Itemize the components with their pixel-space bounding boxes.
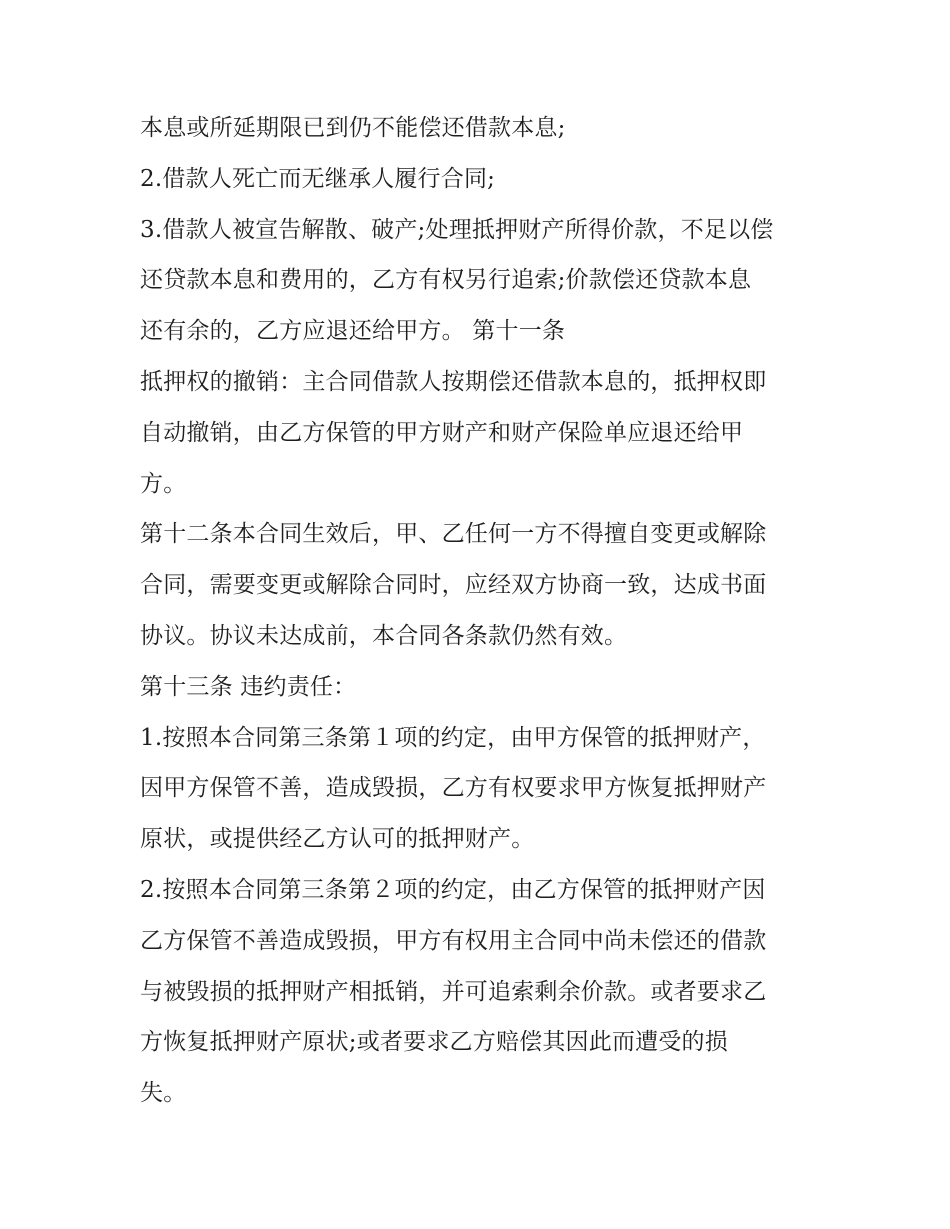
text-line: 合同，需要变更或解除合同时，应经双方协商一致，达成书面: [140, 572, 767, 599]
text-line: 自动撤销，由乙方保管的甲方财产和财产保险单应退还给甲: [140, 419, 744, 446]
text-line: 乙方保管不善造成毁损，甲方有权用主合同中尚未偿还的借款: [140, 927, 767, 954]
text-line: 2.借款人死亡而无继承人履行合同;: [140, 165, 496, 192]
text-line: 与被毁损的抵押财产相抵销，并可追索剩余价款。或者要求乙: [140, 978, 767, 1005]
text-line: 1.按照本合同第三条第１项的约定，由甲方保管的抵押财产，: [140, 724, 766, 751]
text-line: 失。: [140, 1080, 187, 1107]
text-line: 协议。协议未达成前，本合同各条款仍然有效。: [140, 622, 628, 649]
text-line: 还贷款本息和费用的，乙方有权另行追索;价款偿还贷款本息: [140, 267, 752, 294]
text-line: 3.借款人被宣告解散、破产;处理抵押财产所得价款，不足以偿: [140, 216, 774, 243]
text-line: 2.按照本合同第三条第２项的约定，由乙方保管的抵押财产因: [140, 876, 766, 903]
document-body: [140, 103, 840, 1119]
text-line: 第十二条本合同生效后，甲、乙任何一方不得擅自变更或解除: [140, 521, 767, 548]
text-line: 本息或所延期限已到仍不能偿还借款本息;: [140, 115, 566, 141]
text-line: 抵押权的撤销：主合同借款人按期偿还借款本息的，抵押权即: [140, 368, 767, 395]
text-line: 方。: [140, 470, 187, 497]
text-line: 因甲方保管不善，造成毁损，乙方有权要求甲方恢复抵押财产: [140, 775, 767, 802]
text-line: 第十三条 违约责任：: [140, 673, 357, 700]
text-line: 方恢复抵押财产原状;或者要求乙方赔偿其因此而遭受的损: [140, 1029, 728, 1056]
text-line: 还有余的，乙方应退还给甲方。 第十一条: [140, 318, 566, 345]
text-line: 原状，或提供经乙方认可的抵押财产。: [140, 826, 535, 853]
